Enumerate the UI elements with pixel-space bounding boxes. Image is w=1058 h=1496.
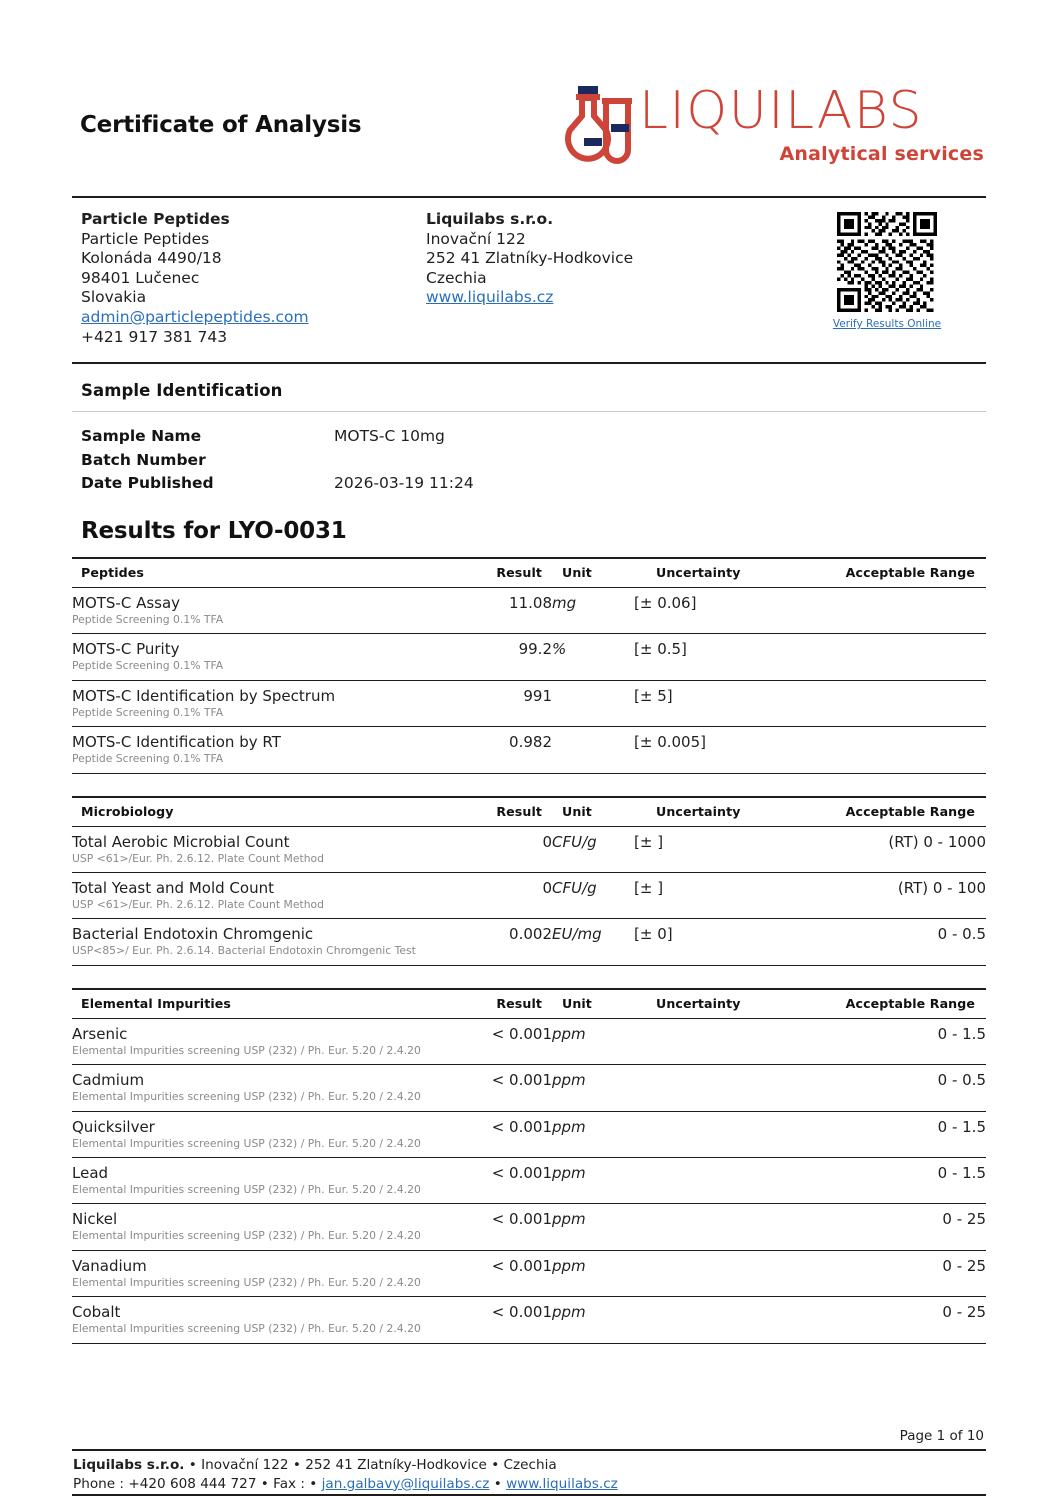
brand-wordmark: LIQUILABS [639,81,924,141]
uncertainty-value: [± 0.06] [634,588,802,634]
uncertainty-value [634,1158,802,1204]
analyte-name: Total Yeast and Mold Count [72,879,274,898]
table-row [72,1065,986,1111]
column-header-unit: Unit [552,989,634,1019]
analyte-name: Cadmium [72,1071,145,1090]
analyte-name: Arsenic [72,1024,128,1043]
result-value: < 0.001 [430,1204,552,1250]
analyte-method: Elemental Impurities screening USP (232) / Ph. Eur. 5.20 / 2.4.20 [72,1136,421,1150]
unit-value: ppm [552,1204,634,1250]
acceptable-range-value: 0 - 0.5 [802,1065,986,1111]
unit-value: ppm [552,1111,634,1157]
liquilabs-logo [556,81,986,179]
table-header-row [72,989,986,1019]
uncertainty-value: [± 5] [634,680,802,726]
result-value: 0.982 [430,727,552,773]
footer [72,1456,986,1493]
column-header-result: Result [430,989,552,1019]
result-value: 99.2 [430,634,552,680]
footer-address-line [72,1456,986,1475]
sample-name-value: MOTS-C 10mg [334,427,445,445]
analyte-name: Cobalt [72,1303,121,1322]
analyte-name: MOTS-C Assay [72,594,181,612]
results-table [72,557,986,774]
acceptable-range-value: 0 - 1.5 [802,1111,986,1157]
unit-value: mg [552,588,634,634]
acceptable-range-value: 0 - 0.5 [802,919,986,965]
analyte-name: Lead [72,1164,109,1183]
table-row [72,873,986,919]
table-row [72,1158,986,1204]
date-published-label: Date Published [81,474,214,493]
acceptable-range-value [802,588,986,634]
acceptable-range-value: 0 - 1.5 [802,1158,986,1204]
unit-value: ppm [552,1250,634,1296]
customer-email-link[interactable]: admin@particlepeptides.com [81,307,309,326]
acceptable-range-value [802,727,986,773]
acceptable-range-value: (RT) 0 - 1000 [802,826,986,872]
result-value: 0 [430,826,552,872]
analyte-name: Bacterial Endotoxin Chromgenic [72,925,314,944]
analyte-cell [72,919,430,965]
sample-id-row [72,427,986,451]
analyte-method: Elemental Impurities screening USP (232) / Ph. Eur. 5.20 / 2.4.20 [72,1183,421,1197]
acceptable-range-value [802,634,986,680]
analyte-cell [72,1250,430,1296]
lab-website-link[interactable]: www.liquilabs.cz [426,288,554,307]
analyte-cell [72,1204,430,1250]
analyte-method: USP <61>/Eur. Ph. 2.6.12. Plate Count Method [72,851,324,865]
unit-value: CFU/g [552,873,634,919]
column-header-range: Acceptable Range [802,989,986,1019]
table-row [72,1250,986,1296]
table-row [72,826,986,872]
result-value: < 0.001 [430,1111,552,1157]
acceptable-range-value: 0 - 25 [802,1297,986,1343]
uncertainty-value [634,1111,802,1157]
analyte-method: Peptide Screening 0.1% TFA [72,613,224,626]
coa-page [72,0,986,1495]
document-header [72,81,986,190]
unit-value: ppm [552,1018,634,1064]
table-row [72,588,986,634]
page-title: Certificate of Analysis [80,112,362,138]
analyte-method: Elemental Impurities screening USP (232) / Ph. Eur. 5.20 / 2.4.20 [72,1043,421,1057]
footer-phone-fax: Phone : +420 608 444 727 • Fax : • [73,1475,322,1492]
unit-value [552,680,634,726]
analyte-name: Nickel [72,1210,118,1229]
analyte-method: Peptide Screening 0.1% TFA [72,659,224,673]
table-section-header: Microbiology [72,797,430,827]
analyte-cell [72,634,430,680]
page-number: Page 1 of 10 [899,1428,984,1444]
analyte-cell [72,727,430,773]
lab-name: Liquilabs s.r.o. [426,210,554,228]
column-header-result: Result [430,797,552,827]
column-header-range: Acceptable Range [802,558,986,588]
analyte-name: Quicksilver [72,1117,155,1136]
analyte-method: USP<85>/ Eur. Ph. 2.6.14. Bacterial Endotoxin Chromgenic Test [72,944,416,958]
column-header-uncertainty: Uncertainty [634,797,802,827]
lab-line1: Inovační 122 [426,229,526,248]
analyte-cell [72,1065,430,1111]
acceptable-range-value: (RT) 0 - 100 [802,873,986,919]
footer-contact-line [72,1475,986,1494]
uncertainty-value [634,1250,802,1296]
analyte-cell [72,826,430,872]
table-row [72,727,986,773]
customer-line4: Slovakia [81,288,147,307]
acceptable-range-value: 0 - 25 [802,1204,986,1250]
address-divider [72,362,986,364]
column-header-uncertainty: Uncertainty [634,558,802,588]
result-value: 0.002 [430,919,552,965]
acceptable-range-value: 0 - 1.5 [802,1018,986,1064]
uncertainty-value: [± ] [634,826,802,872]
footer-address: • Inovační 122 • 252 41 Zlatníky-Hodkovice • Czechia [184,1457,557,1473]
analyte-name: MOTS-C Purity [72,640,180,659]
analyte-method: Peptide Screening 0.1% TFA [72,752,224,766]
analyte-cell [72,873,430,919]
table-row [72,1297,986,1343]
verify-results-link[interactable]: Verify Results Online [832,318,942,330]
analyte-cell [72,680,430,726]
analyte-method: Elemental Impurities screening USP (232) / Ph. Eur. 5.20 / 2.4.20 [72,1090,421,1104]
table-row [72,680,986,726]
customer-line1: Particle Peptides [81,229,210,248]
uncertainty-value [634,1018,802,1064]
sample-identification-divider [72,411,986,412]
table-section-header: Peptides [72,558,430,588]
qr-verify-block[interactable] [788,212,986,330]
analyte-cell [72,1158,430,1204]
column-header-uncertainty: Uncertainty [634,989,802,1019]
analyte-cell [72,1297,430,1343]
result-value: < 0.001 [430,1018,552,1064]
uncertainty-value: [± 0] [634,919,802,965]
footer-website-link[interactable]: www.liquilabs.cz [506,1475,618,1492]
uncertainty-value: [± ] [634,873,802,919]
sample-name-label: Sample Name [81,427,202,445]
unit-value: ppm [552,1297,634,1343]
analyte-name: Vanadium [72,1256,147,1275]
analyte-cell [72,1111,430,1157]
sample-identification-heading: Sample Identification [81,381,283,400]
unit-value: % [552,634,634,680]
table-row [72,1111,986,1157]
result-value: < 0.001 [430,1065,552,1111]
analyte-name: MOTS-C Identification by Spectrum [72,686,336,705]
customer-line3: 98401 Lučenec [81,268,200,287]
results-table [72,796,986,966]
unit-value: EU/mg [552,919,634,965]
unit-value [552,727,634,773]
analyte-cell [72,1018,430,1064]
column-header-result: Result [430,558,552,588]
unit-value: CFU/g [552,826,634,872]
lab-line2: 252 41 Zlatníky-Hodkovice [426,249,634,268]
customer-phone: +421 917 381 743 [81,327,228,346]
result-value: < 0.001 [430,1297,552,1343]
unit-value: ppm [552,1158,634,1204]
column-header-unit: Unit [552,558,634,588]
analyte-name: Total Aerobic Microbial Count [72,832,290,851]
customer-address [81,210,381,347]
analyte-name: MOTS-C Identification by RT [72,733,281,752]
lab-address [426,210,726,308]
footer-divider-top [72,1449,986,1451]
unit-value: ppm [552,1065,634,1111]
uncertainty-value: [± 0.005] [634,727,802,773]
results-table [72,988,986,1344]
acceptable-range-value [802,680,986,726]
results-heading: Results for LYO-0031 [81,518,347,544]
batch-number-label: Batch Number [81,450,206,469]
footer-separator: • [489,1475,507,1492]
result-value: 11.08 [430,588,552,634]
table-row [72,634,986,680]
uncertainty-value [634,1065,802,1111]
result-value: 0 [430,873,552,919]
header-divider [72,196,986,198]
uncertainty-value [634,1297,802,1343]
table-header-row [72,797,986,827]
table-header-row [72,558,986,588]
analyte-method: Elemental Impurities screening USP (232) / Ph. Eur. 5.20 / 2.4.20 [72,1275,421,1289]
analyte-method: Elemental Impurities screening USP (232) / Ph. Eur. 5.20 / 2.4.20 [72,1229,421,1243]
analyte-cell [72,588,430,634]
uncertainty-value [634,1204,802,1250]
sample-identification-rows [72,427,986,498]
results-tables [72,557,986,1344]
column-header-unit: Unit [552,797,634,827]
brand-tagline: Analytical services [779,143,984,165]
table-row [72,919,986,965]
analyte-method: Peptide Screening 0.1% TFA [72,705,224,719]
result-value: 991 [430,680,552,726]
sample-id-row [72,474,986,498]
table-row [72,1204,986,1250]
result-value: < 0.001 [430,1158,552,1204]
table-section-header: Elemental Impurities [72,989,430,1019]
result-value: < 0.001 [430,1250,552,1296]
analyte-method: Elemental Impurities screening USP (232) / Ph. Eur. 5.20 / 2.4.20 [72,1322,421,1336]
sample-id-row [72,451,986,475]
flask-testtube-icon [556,86,642,170]
customer-name: Particle Peptides [81,210,230,228]
table-row [72,1018,986,1064]
column-header-range: Acceptable Range [802,797,986,827]
footer-company: Liquilabs s.r.o. [73,1457,185,1473]
uncertainty-value: [± 0.5] [634,634,802,680]
customer-line2: Kolonáda 4490/18 [81,249,222,268]
lab-line3: Czechia [426,268,487,287]
acceptable-range-value: 0 - 25 [802,1250,986,1296]
footer-email-link[interactable]: jan.galbavy@liquilabs.cz [321,1475,490,1492]
analyte-method: USP <61>/Eur. Ph. 2.6.12. Plate Count Method [72,898,324,912]
qr-code-icon[interactable] [837,212,937,312]
date-published-value: 2026-03-19 11:24 [334,474,474,493]
